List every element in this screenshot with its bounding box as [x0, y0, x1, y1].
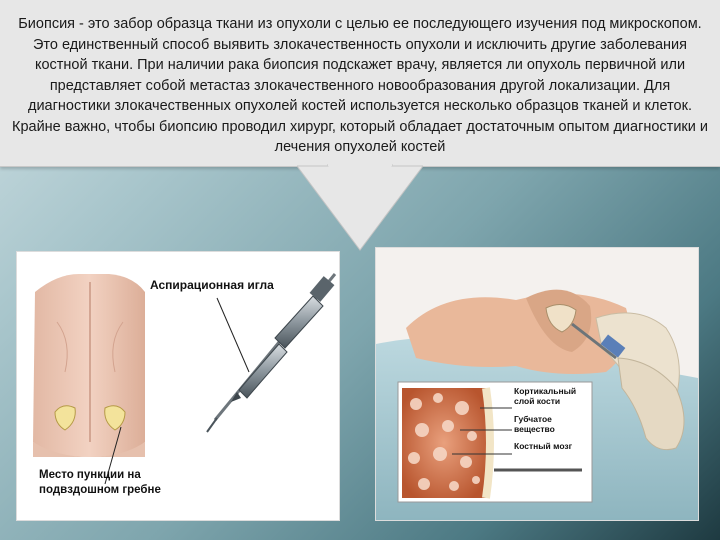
callout-box: [0, 0, 720, 167]
bone-marrow-biopsy-illustration: [376, 248, 698, 520]
back-torso: [33, 274, 145, 457]
biopsy-procedure-drawing: [376, 248, 698, 520]
cortical-layer-label: Кортикальный слой кости: [514, 386, 577, 406]
callout-text: Биопсия - это забор образца ткани из опухоли с целью ее последующего изучения под микроскопом. Это единственный способ выявить злокачественность опухоли и исключить другие заболевания костной ткани. При наличии рака биопсия подскажет врачу, является ли опухоль первичной или представляет собой метастаз злокачественного новообразования другой локализации. Для диагностики злокачественных опухолей костей используется несколько образцов тканей и клеток. Крайне важно, чтобы биопсию проводил хирург, который обладает достаточным опытом диагностики и лечения опухолей костей: [12, 16, 708, 155]
bone-marrow-label: Костный мозг: [514, 441, 573, 451]
down-arrow-icon: [297, 164, 423, 252]
puncture-site-label: Место пункции на подвздошном гребне: [39, 469, 161, 496]
needle-label: Аспирационная игла: [150, 278, 274, 292]
aspiration-needle-illustration: [17, 252, 339, 520]
spongy-bone-label: Губчатое вещество: [514, 414, 555, 434]
aspiration-needle: [207, 274, 335, 432]
